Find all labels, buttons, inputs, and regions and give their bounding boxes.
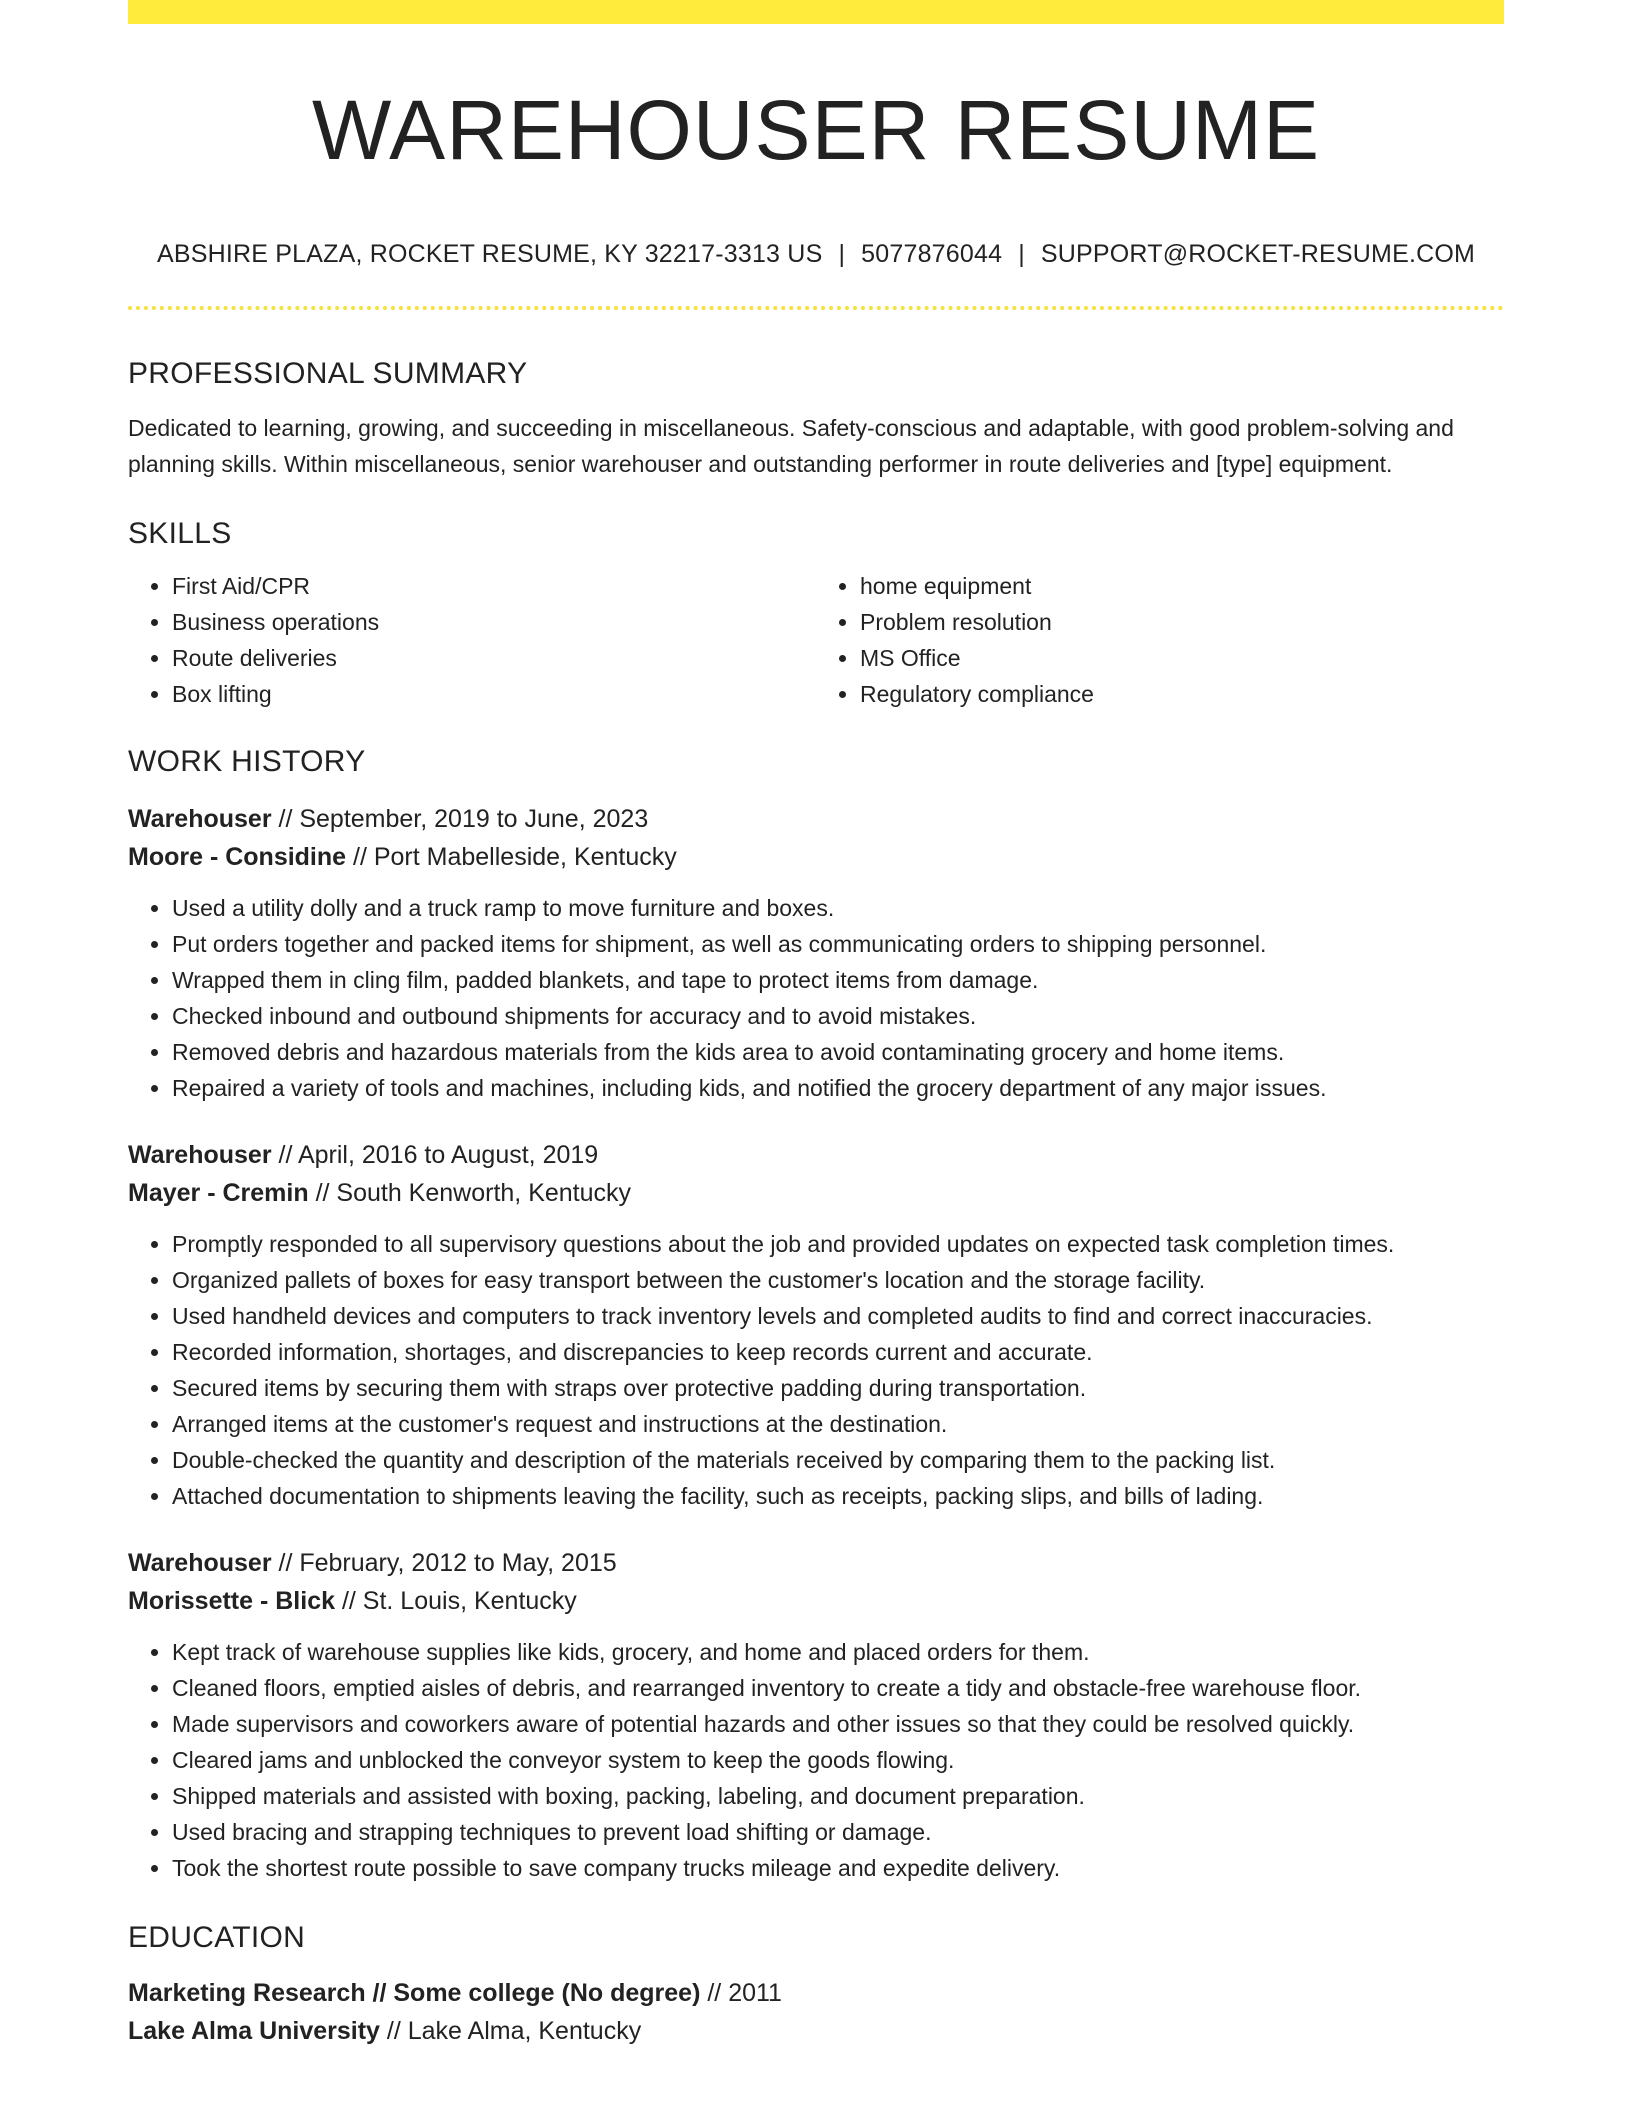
contact-email: SUPPORT@ROCKET-RESUME.COM: [1040, 240, 1476, 268]
education-heading: EDUCATION: [128, 1921, 306, 1954]
skill-item: • MS Office: [860, 640, 1504, 676]
education-school-line: [128, 2012, 1504, 2050]
skills-list: [128, 568, 1504, 712]
contact-line: [128, 236, 1504, 272]
skill-item: • First Aid/CPR: [172, 568, 816, 604]
summary-text: Dedicated to learning, growing, and succeeding in miscellaneous. Safety-conscious and adaptable, with good problem-solving and planning skills. Within miscellaneous, senior warehouser and outstanding performer in route deliveries and [type] equipment.: [128, 415, 1454, 477]
job-bullet: • Removed debris and hazardous materials from the kids area to avoid contaminating grocery and home items.: [172, 1034, 1504, 1070]
job-bullet: • Kept track of warehouse supplies like kids, grocery, and home and placed orders for them.: [172, 1634, 1504, 1670]
summary-heading: PROFESSIONAL SUMMARY: [128, 357, 528, 390]
job-entry: [128, 1544, 1504, 1886]
job-bullet: • Promptly responded to all supervisory questions about the job and provided updates on expected task completion times.: [172, 1226, 1504, 1262]
job-bullet: • Double-checked the quantity and description of the materials received by comparing them to the packing list.: [172, 1442, 1504, 1478]
job-bullet: • Recorded information, shortages, and discrepancies to keep records current and accurate.: [172, 1334, 1504, 1370]
job-dates: // February, 2012 to May, 2015: [271, 1549, 617, 1577]
job-bullet: • Arranged items at the customer's request and instructions at the destination.: [172, 1406, 1504, 1442]
job-company: Morissette - Blick: [128, 1587, 336, 1615]
job-bullet: • Put orders together and packed items for shipment, as well as communicating orders to shipping personnel.: [172, 926, 1504, 962]
contact-phone: 5077876044: [861, 240, 1003, 268]
skills-heading: SKILLS: [128, 517, 232, 550]
job-bullet: • Secured items by securing them with straps over protective padding during transportation.: [172, 1370, 1504, 1406]
skill-item: • Business operations: [172, 604, 816, 640]
job-bullets: [128, 1634, 1504, 1886]
job-company-line: [128, 1174, 1504, 1212]
job-location: // Port Mabelleside, Kentucky: [346, 843, 677, 871]
job-title-line: [128, 800, 1504, 838]
education-school: Lake Alma University: [128, 2017, 380, 2045]
skill-item: • home equipment: [860, 568, 1504, 604]
job-title: Warehouser: [128, 805, 272, 833]
job-bullet: • Made supervisors and coworkers aware of potential hazards and other issues so that they could be resolved quickly.: [172, 1706, 1504, 1742]
job-title-line: [128, 1136, 1504, 1174]
resume-title: WAREHOUSER RESUME: [312, 83, 1320, 177]
job-bullet: • Took the shortest route possible to save company trucks mileage and expedite delivery.: [172, 1850, 1504, 1886]
work-history-heading: WORK HISTORY: [128, 745, 366, 778]
job-title: Warehouser: [128, 1141, 272, 1169]
job-company: Mayer - Cremin: [128, 1179, 309, 1207]
resume-content: [128, 352, 1504, 2050]
job-dates: // April, 2016 to August, 2019: [271, 1141, 599, 1169]
job-title: Warehouser: [128, 1549, 272, 1577]
accent-top-bar: [128, 0, 1504, 24]
education-degree: Marketing Research // Some college (No degree): [128, 1979, 701, 2007]
job-entry: [128, 800, 1504, 1106]
job-bullet: • Checked inbound and outbound shipments for accuracy and to avoid mistakes.: [172, 998, 1504, 1034]
job-bullet: • Organized pallets of boxes for easy transport between the customer's location and the storage facility.: [172, 1262, 1504, 1298]
job-bullet: • Shipped materials and assisted with boxing, packing, labeling, and document preparation.: [172, 1778, 1504, 1814]
skills-column-left: [128, 568, 816, 712]
contact-separator: |: [838, 240, 846, 268]
education-year: // 2011: [700, 1979, 782, 2007]
contact-address: ABSHIRE PLAZA, ROCKET RESUME, KY 32217-3313 US: [156, 240, 823, 268]
job-location: // St. Louis, Kentucky: [335, 1587, 577, 1615]
contact-separator: |: [1018, 240, 1025, 268]
job-dates: // September, 2019 to June, 2023: [271, 805, 649, 833]
job-company-line: [128, 1582, 1504, 1620]
education-degree-line: [128, 1974, 1504, 2012]
job-bullet: • Attached documentation to shipments leaving the facility, such as receipts, packing slips, and bills of lading.: [172, 1478, 1504, 1514]
job-location: // South Kenworth, Kentucky: [308, 1179, 632, 1207]
job-bullets: [128, 1226, 1504, 1514]
skill-item: • Box lifting: [172, 676, 816, 712]
job-bullet: • Wrapped them in cling film, padded blankets, and tape to protect items from damage.: [172, 962, 1504, 998]
skill-item: • Problem resolution: [860, 604, 1504, 640]
job-entry: [128, 1136, 1504, 1514]
job-bullet: • Repaired a variety of tools and machines, including kids, and notified the grocery department of any major issues.: [172, 1070, 1504, 1106]
education-location: // Lake Alma, Kentucky: [379, 2017, 642, 2045]
job-bullet: • Cleaned floors, emptied aisles of debris, and rearranged inventory to create a tidy and obstacle-free warehouse floor.: [172, 1670, 1504, 1706]
job-bullets: [128, 890, 1504, 1106]
job-title-line: [128, 1544, 1504, 1582]
dotted-divider: [128, 306, 1504, 310]
education-entry: [128, 1974, 1504, 2050]
job-bullet: • Used a utility dolly and a truck ramp to move furniture and boxes.: [172, 890, 1504, 926]
job-bullet: • Used bracing and strapping techniques to prevent load shifting or damage.: [172, 1814, 1504, 1850]
skills-column-right: [816, 568, 1504, 712]
job-company: Moore - Considine: [128, 843, 347, 871]
job-bullet: • Used handheld devices and computers to track inventory levels and completed audits to find and correct inaccuracies.: [172, 1298, 1504, 1334]
skill-item: • Regulatory compliance: [860, 676, 1504, 712]
job-bullet: • Cleared jams and unblocked the conveyor system to keep the goods flowing.: [172, 1742, 1504, 1778]
job-company-line: [128, 838, 1504, 876]
skill-item: • Route deliveries: [172, 640, 816, 676]
